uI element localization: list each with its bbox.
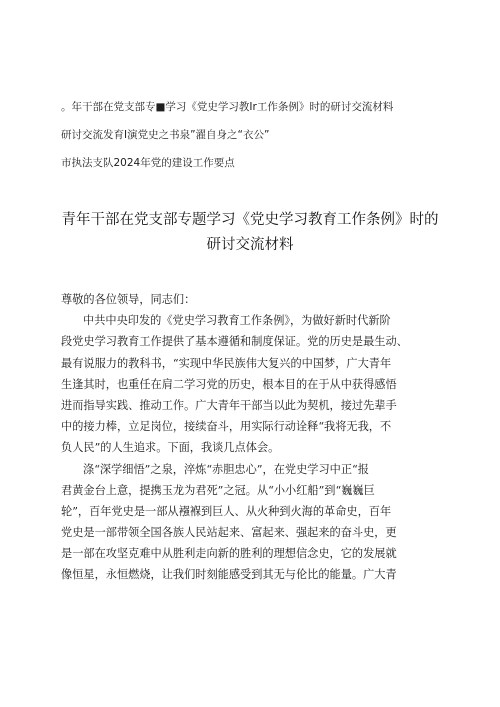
related-article-link[interactable]: 研讨交流发育I演党史之书泉”濯自身之“衣公”: [61, 129, 270, 141]
paragraph-line: 中共中央印发的《党史学习教育工作条例》，为做好新时代新阶: [83, 314, 391, 328]
paragraph-line: 进而指导实践、推动工作。广大青年干部当以此为契机，接过先辈手: [61, 398, 397, 412]
paragraph-line: 是一部在攻坚克难中从胜利走向新的胜利的理想信念史，它的发展就: [61, 547, 397, 561]
paragraph-line: 涤“深学细悟”之泉，淬炼“赤胆忠心”，在党史学习中正“报: [83, 462, 369, 476]
paragraph-line: 君黄金台上意，提携玉龙为君死”之冠。从“小小红船”到“巍巍巨: [61, 483, 375, 497]
paragraph-line: 像恒星，永恒燃烧，让我们时刻能感受到其无与伦比的能量。广大青: [61, 568, 397, 582]
document-title-line: 研讨交流材料: [206, 237, 294, 253]
document-title: [0, 208, 500, 258]
paragraph-line: 段党史学习教育工作提供了基本遵循和制度保证。党的历史是最生动、: [61, 335, 408, 349]
paragraph-line: 党史是一部带领全国各族人民站起来、富起来、强起来的奋斗史，更: [61, 526, 397, 540]
paragraph-line: 负人民”的人生追求。下面，我谈几点体会。: [61, 441, 280, 455]
paragraph-line: 中的接力棒，立足岗位，接续奋斗，用实际行动诠释“我将无我，不: [61, 420, 392, 434]
document-title-line: 青年干部在党支部专题学习《党史学习教育工作条例》时的: [61, 212, 439, 228]
paragraph-line: 轮”，百年党史是一部从襁褓到巨人、从火种到火海的革命史，百年: [61, 504, 392, 518]
related-article-link[interactable]: 市执法支队2024年党的建设工作要点: [61, 157, 235, 169]
salutation: 尊敬的各位领导，同志们：: [61, 293, 196, 306]
paragraph-line: 最有说服力的教科书，“实现中华民族伟大复兴的中国梦，广大青年: [61, 356, 392, 370]
related-article-link[interactable]: 。年干部在党支部专■学习《党史学习教Ir工作条例》时的研讨交流材料: [61, 101, 394, 113]
document-body: [61, 289, 446, 586]
paragraph-line: 生逢其时，也重任在肩二学习党的历史，根本目的在于从中获得感悟: [61, 377, 397, 391]
related-articles-list: [61, 101, 451, 185]
